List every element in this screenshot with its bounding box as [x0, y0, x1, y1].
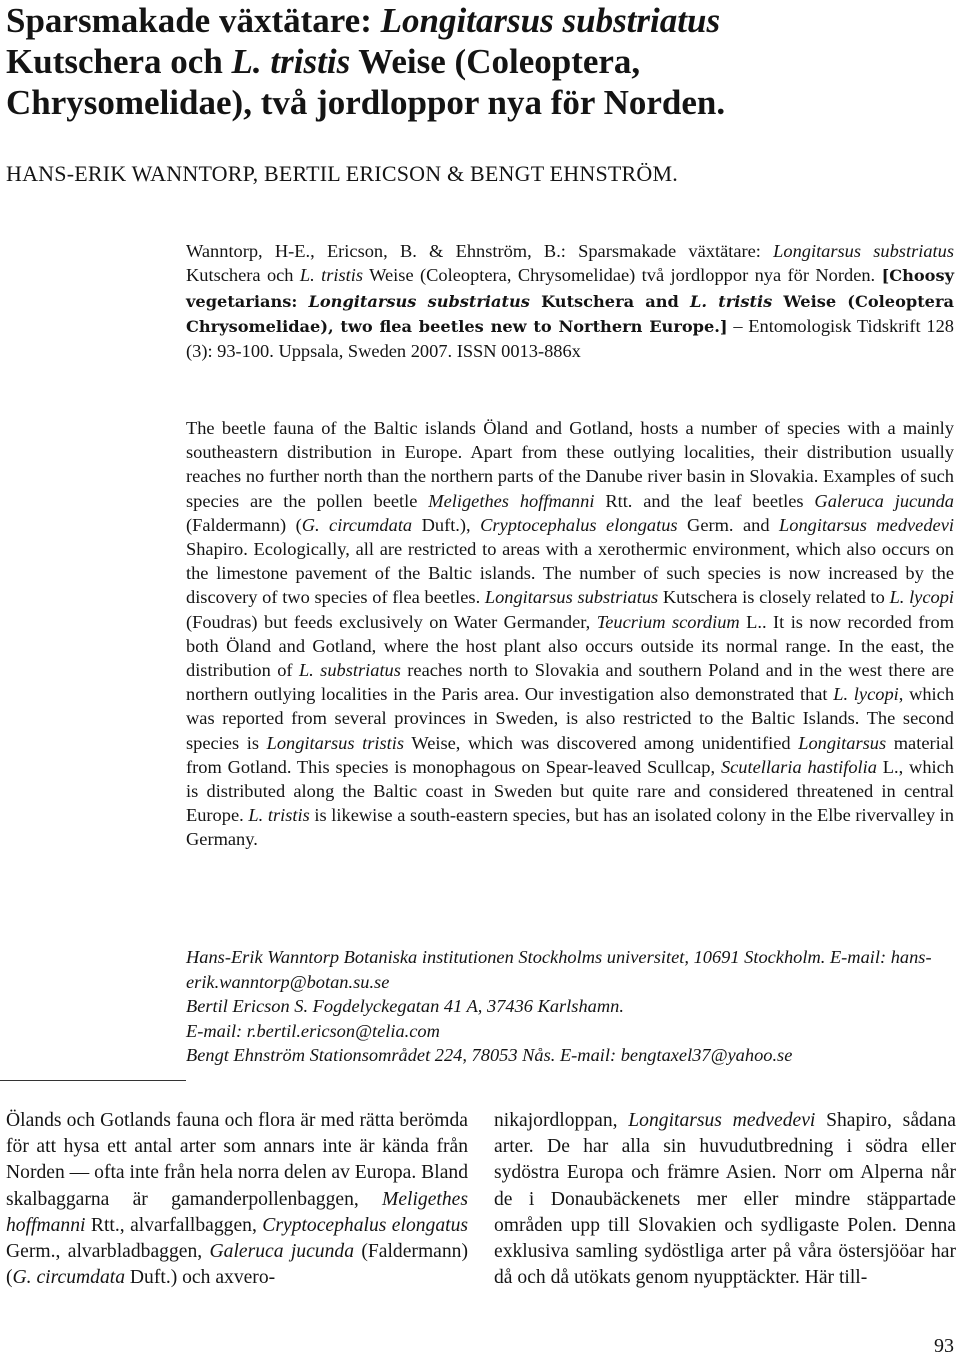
title-line-2: Kutschera och L. tristis Weise (Coleoptera, — [6, 42, 641, 81]
body-column-right: nikajordloppan, Longitarsus medvedevi Shapiro, sådana arter. De har alla sin huvudutbredning i södra eller sydöstra Europa och främre Asien. Norr om Alperna når de i Donaubäckenets mer eller mindre stäppartade områden upp till Slovakien och sydligaste Polen. Denna exklusiva samling sydöstliga arter på våra östersjööar har då och då utökats genom nyupptäckter. Här till- — [494, 1110, 956, 1289]
article-title — [6, 0, 936, 123]
address-ehnstrom: Bengt Ehnström Stationsområdet 224, 78053 Nås. E-mail: bengtaxel37@yahoo.se — [186, 1045, 793, 1065]
page-number: 93 — [934, 1335, 954, 1357]
address-ericson: Bertil Ericson S. Fogdelyckegatan 41 A, 37436 Karlshamn. — [186, 996, 624, 1016]
body-column-left: Ölands och Gotlands fauna och flora är med rätta berömda för att hysa ett antal arter som annars inte är kända från Norden — ofta inte från hela norra delen av Europa. Bland skalbaggarna är gamanderpollenbaggen, Meligethes hoffmanni Rtt., alvarfallbaggen, Cryptocephalus elongatus Germ., alvarbladbaggen, Galeruca jucunda (Faldermann) (G. circumdata Duft.) och axvero- — [6, 1110, 469, 1289]
address-wanntorp: Hans-Erik Wanntorp Botaniska institutionen Stockholms universitet, 10691 Stockholm. E-mail: hans-erik.wanntorp@botan.su.se — [186, 947, 932, 992]
author-line: HANS-ERIK WANNTORP, BERTIL ERICSON & BENGT EHNSTRÖM. — [6, 161, 678, 186]
citation-block: Wanntorp, H-E., Ericson, B. & Ehnström, B.: Sparsmakade växtätare: Longitarsus substriatus Kutschera och L. tristis Weise (Coleoptera, Chrysomelidae) två jordloppor nya för Norden. [Choosy vegetarians: Longitarsus substriatus Kutschera and L. tristis Weise (Coleoptera Chrysomelidae), two flea beetles new to Northern Europe.] – Entomologisk Tidskrift 128 (3): 93-100. Uppsala, Sweden 2007. ISSN 0013-886x — [186, 241, 955, 362]
author-addresses — [186, 945, 954, 1068]
abstract: The beetle fauna of the Baltic islands Öland and Gotland, hosts a number of species with a mainly southeastern distribution in Europe. Apart from these outlying localities, their distribution usually reaches no further north than the northern parts of the Danube river basin in Slovakia. Examples of such species are the pollen beetle Meligethes hoffmanni Rtt. and the leaf beetles Galeruca jucunda (Faldermann) (G. circumdata Duft.), Cryptocephalus elongatus Germ. and Longitarsus medvedevi Shapiro. Ecologically, all are restricted to areas with a xerothermic environment, which also occurs on the limestone pavement of the Baltic islands. The number of such species is now increased by the discovery of two species of flea beetles. Longitarsus substriatus Kutschera is closely related to L. lycopi (Foudras) but feeds exclusively on Water Germander, Teucrium scordium L.. It is now recorded from both Öland and Gotland, where the host plant also occurs outside its normal range. In the east, the distribution of L. substriatus reaches north to Slovakia and southern Poland and in the west there are northern outlying localities in the Paris area. Our investigation also demonstrated that L. lycopi, which was reported from several provinces in Sweden, is also restricted to the Baltic Islands. The second species is Longitarsus tristis Weise, which was discovered among unidentified Longitarsus material from Gotland. This species is monophagous on Spear-leaved Scullcap, Scutellaria hastifolia L., which is distributed along the Baltic coast in Sweden but quite rare and considered threatened in central Europe. L. tristis is likewise a south-eastern species, but has an isolated colony in the Elbe rivervalley in Germany. — [186, 418, 955, 850]
title-line-3: Chrysomelidae), två jordloppor nya för Norden. — [6, 83, 726, 122]
english-title: [Choosy vegetarians: Longitarsus substriatus Kutschera and L. tristis Weise (Coleoptera Chrysomelidae), two flea beetles new to Northern Europe.] — [186, 266, 954, 336]
title-line-1: Sparsmakade växtätare: Longitarsus substriatus — [6, 1, 721, 40]
section-divider — [0, 1080, 186, 1081]
email-ericson: E-mail: r.bertil.ericson@telia.com — [186, 1020, 440, 1041]
